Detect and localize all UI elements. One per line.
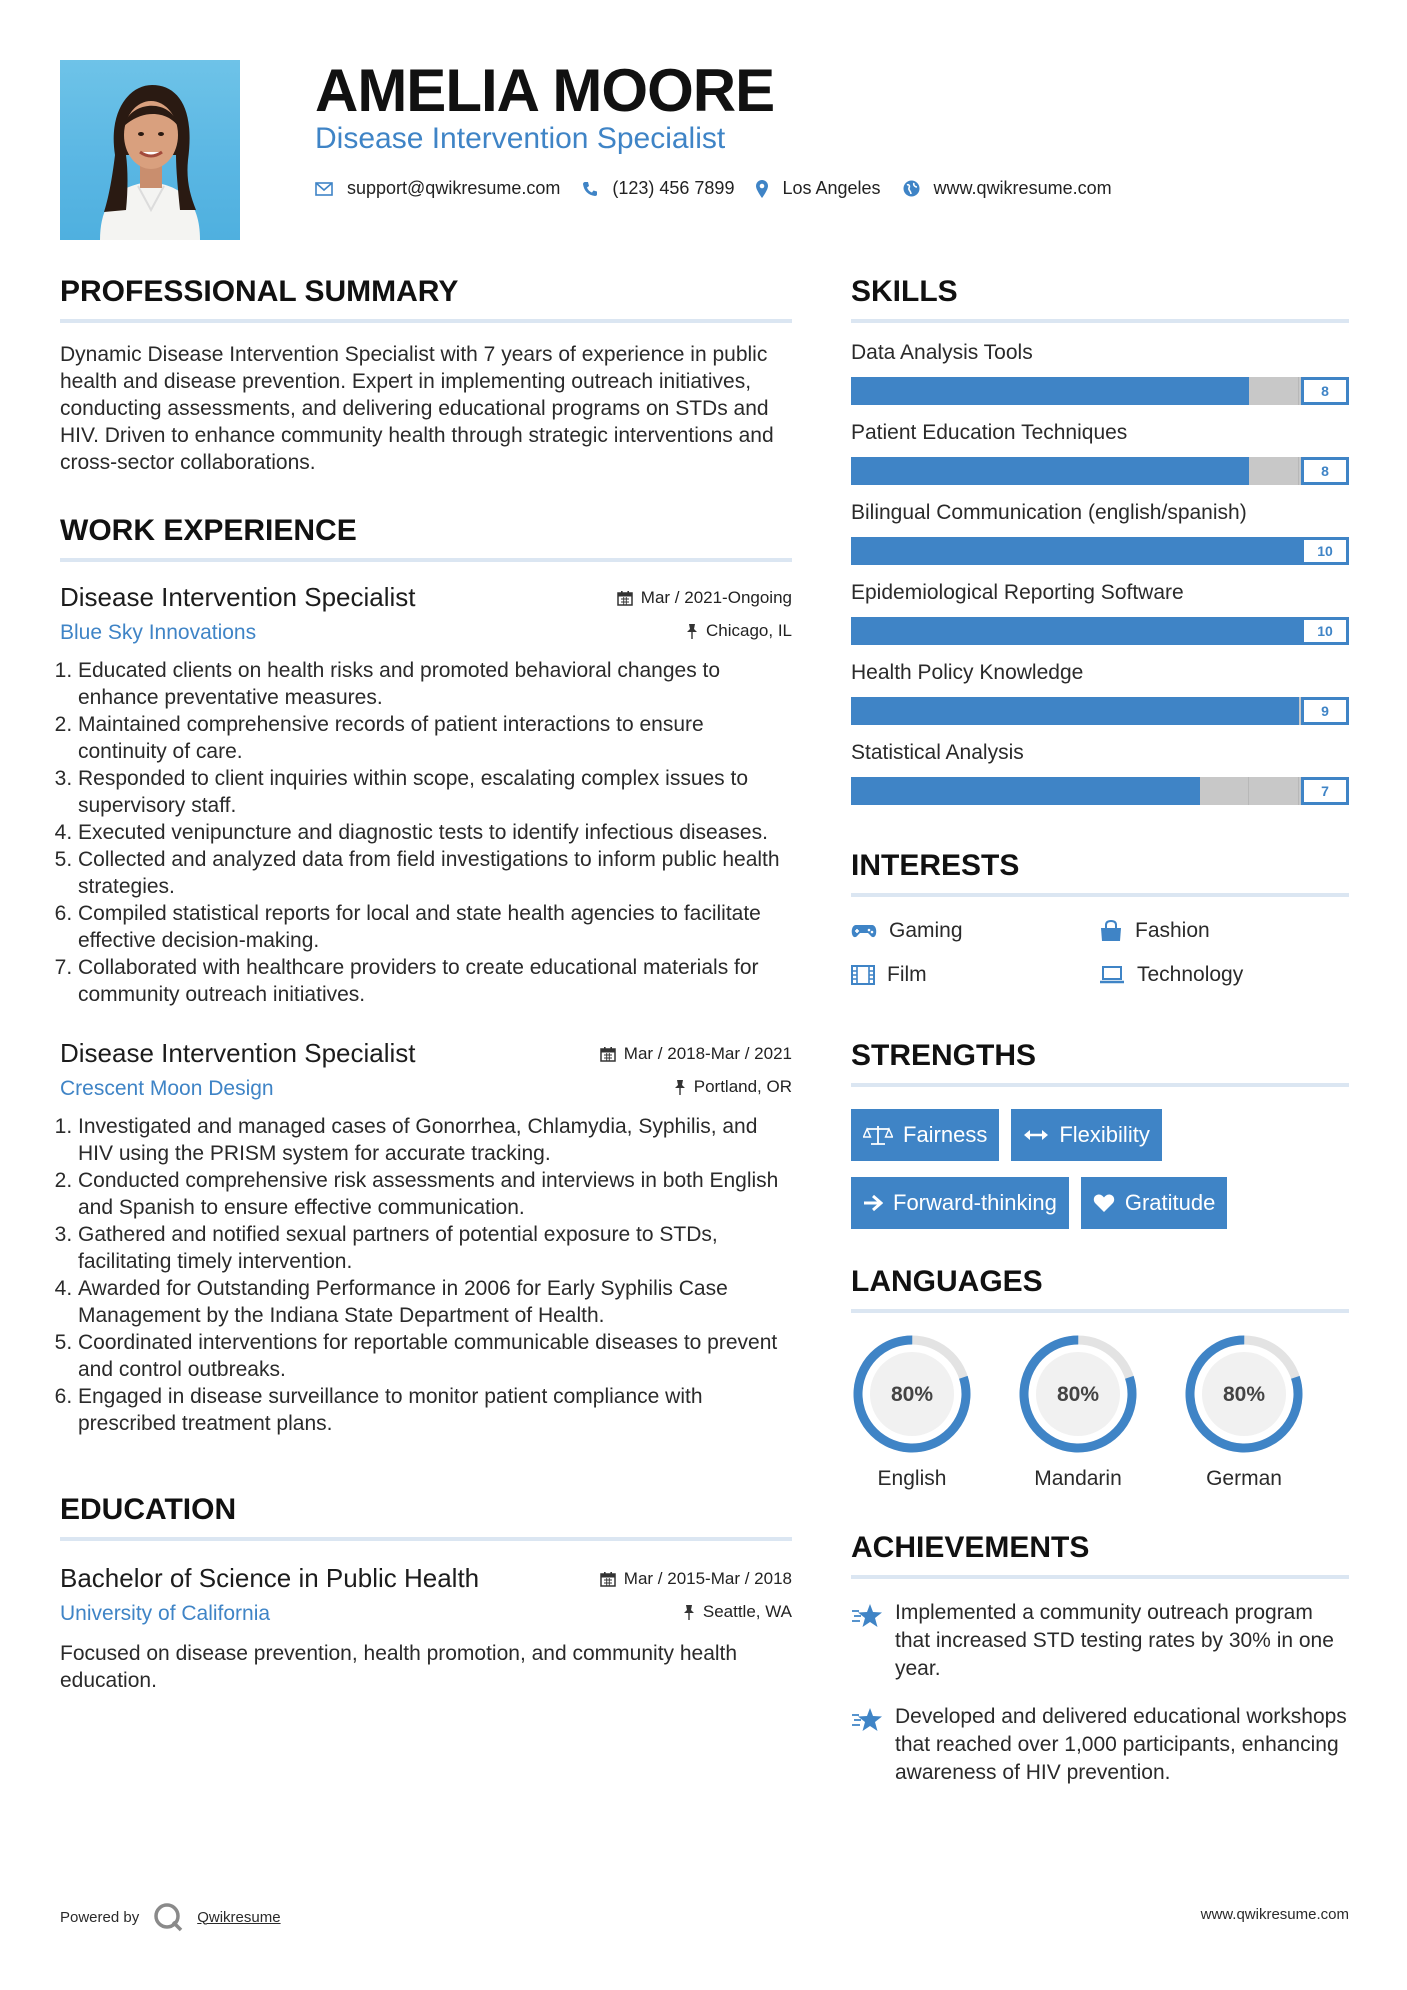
language-percent: 80% [1222, 1383, 1266, 1406]
degree-title: Bachelor of Science in Public Health [60, 1563, 480, 1593]
skill-bar-segment [851, 537, 901, 565]
shopping-bag-icon [1099, 920, 1123, 942]
powered-by-text: Powered by [60, 1908, 140, 1926]
skill-bar-segment [1249, 617, 1299, 645]
job-date [617, 588, 792, 608]
strength-tag [1011, 1109, 1161, 1161]
list-item: 1. Educated clients on health risks and promoted behavioral changes to enhance preventative measures. [78, 657, 792, 711]
interests-grid [851, 919, 1349, 987]
strength-label: Forward-thinking [893, 1190, 1057, 1215]
job-title: Disease Intervention Specialist [60, 582, 416, 612]
skill-bar-segment [1249, 457, 1299, 485]
footer-site[interactable]: www.qwikresume.com [1200, 1906, 1349, 1923]
language-percent: 80% [890, 1383, 934, 1406]
skill-bar-segment [1150, 377, 1200, 405]
list-item: 2. Conducted comprehensive risk assessments and interviews in both English and Spanish to ensure effective communication. [78, 1167, 792, 1221]
education-location [683, 1602, 792, 1622]
right-column [851, 275, 1349, 1787]
skill-bar-segment [1249, 777, 1299, 805]
skill-bar-segment [851, 457, 901, 485]
skill-bar-segment [901, 777, 951, 805]
skill-bar-segment [1150, 457, 1200, 485]
skill-level-bar [851, 697, 1349, 725]
skill-bar-segment [901, 377, 951, 405]
job-title: Disease Intervention Specialist [60, 1038, 416, 1068]
achievement-item [851, 1599, 1349, 1683]
skill-bar-segment [1000, 697, 1050, 725]
language-ring [1183, 1333, 1305, 1455]
skill-bar-segment [1050, 457, 1100, 485]
portrait-image [60, 60, 240, 240]
skill-name: Bilingual Communication (english/spanish) [851, 501, 1247, 524]
skill-bar-segment [1050, 377, 1100, 405]
language-ring [851, 1333, 973, 1455]
email-text: support@qwikresume.com [347, 178, 561, 198]
strength-tag [1081, 1177, 1228, 1229]
skill-bar-segment [901, 457, 951, 485]
strengths-tags [851, 1109, 1349, 1245]
summary-text: Dynamic Disease Intervention Specialist with 7 years of experience in public health and disease prevention. Expert in implementing outreach initiatives, conducting assessments, and delivering educational programs on STDs and HIV. Driven to enhance community health through strategic interventions and cross-sector collaborations. [60, 343, 774, 474]
skill-bar-segment [1249, 697, 1299, 725]
skill-bar-segment [1200, 457, 1250, 485]
experience-heading: WORK EXPERIENCE [60, 514, 792, 562]
skill-bar-segment [1150, 537, 1200, 565]
strength-tag [851, 1109, 999, 1161]
skill-level-badge: 7 [1301, 777, 1349, 805]
candidate-name: AMELIA MOORE [315, 57, 775, 124]
skill-bar-segment [1249, 537, 1299, 565]
language-item [851, 1333, 1017, 1491]
list-item: 7. Collaborated with healthcare providers to create educational materials for community outreach initiatives. [78, 954, 792, 1008]
contact-bar [315, 178, 1134, 199]
job-date-text: Mar / 2021-Ongoing [640, 588, 792, 607]
skill-bar-segment [1000, 777, 1050, 805]
left-column [60, 275, 792, 1694]
skill-level-bar [851, 537, 1349, 565]
strengths-heading: STRENGTHS [851, 1039, 1349, 1087]
skill-bar-segment [1150, 697, 1200, 725]
skill-bar-segment [1000, 537, 1050, 565]
interest-item [851, 963, 1099, 987]
skill-name: Patient Education Techniques [851, 421, 1128, 444]
skill-bar-segment [1100, 537, 1150, 565]
skill-item [851, 581, 1349, 645]
skill-bar-segment [1150, 617, 1200, 645]
skill-level-badge: 10 [1301, 537, 1349, 565]
language-ring [1017, 1333, 1139, 1455]
profile-photo [60, 60, 240, 240]
skill-bar-segment [1249, 377, 1299, 405]
skill-bar-segment [951, 537, 1001, 565]
list-item: 4. Awarded for Outstanding Performance in 2006 for Early Syphilis Case Management by the Indiana State Department of Health. [78, 1275, 792, 1329]
interest-label: Film [887, 963, 927, 986]
education-location-text: Seattle, WA [702, 1602, 792, 1621]
contact-website[interactable] [903, 178, 1112, 199]
job-entry-2 [60, 1038, 792, 1437]
contact-email[interactable] [315, 178, 560, 199]
skill-level-badge: 9 [1301, 697, 1349, 725]
skill-bar-segment [951, 377, 1001, 405]
skill-bar-segment [901, 537, 951, 565]
strength-label: Fairness [903, 1122, 988, 1147]
education-description: Focused on disease prevention, health promotion, and community health education. [60, 1642, 738, 1692]
achievements-heading: ACHIEVEMENTS [851, 1531, 1349, 1579]
skill-bar-segment [1100, 617, 1150, 645]
skill-bar-segment [951, 777, 1001, 805]
company-name: Crescent Moon Design [60, 1077, 274, 1100]
skill-item [851, 341, 1349, 405]
skill-bar-segment [1100, 777, 1150, 805]
interests-heading: INTERESTS [851, 849, 1349, 897]
skill-item [851, 741, 1349, 805]
skill-name: Data Analysis Tools [851, 341, 1033, 364]
job-date [600, 1044, 792, 1064]
skill-bar-segment [1200, 537, 1250, 565]
arrow-right-icon [863, 1194, 883, 1212]
skill-item [851, 661, 1349, 725]
skill-bar-segment [951, 697, 1001, 725]
skill-bar-segment [1200, 697, 1250, 725]
location-text: Los Angeles [782, 178, 881, 198]
skill-bar-segment [851, 617, 901, 645]
skill-bar-segment [951, 617, 1001, 645]
company-name: Blue Sky Innovations [60, 621, 257, 644]
list-item: 6. Engaged in disease surveillance to monitor patient compliance with prescribed treatment plans. [78, 1383, 792, 1437]
job-location-text: Portland, OR [693, 1077, 792, 1096]
languages-heading: LANGUAGES [851, 1265, 1349, 1313]
job-bullets [60, 657, 792, 1008]
heart-icon [1093, 1193, 1115, 1213]
language-item [1183, 1333, 1349, 1491]
pushpin-icon [674, 1079, 686, 1095]
strength-label: Gratitude [1124, 1190, 1216, 1215]
list-item: 1. Investigated and managed cases of Gonorrhea, Chlamydia, Syphilis, and HIV using the PRISM system for accurate tracking. [78, 1113, 792, 1167]
film-icon [851, 965, 875, 985]
language-name: German [1206, 1467, 1282, 1490]
footer-brand-link[interactable]: Qwikresume [197, 1908, 281, 1926]
calendar-icon [600, 1571, 616, 1587]
skill-level-bar [851, 617, 1349, 645]
skill-bar-segment [1050, 777, 1100, 805]
interest-label: Fashion [1135, 919, 1210, 942]
qwikresume-logo-icon [153, 1902, 183, 1932]
job-date-text: Mar / 2018-Mar / 2021 [623, 1044, 792, 1063]
interest-item [1099, 919, 1347, 943]
interest-label: Technology [1137, 963, 1244, 986]
skills-list [851, 341, 1349, 805]
balance-scale-icon [863, 1124, 893, 1146]
skills-heading: SKILLS [851, 275, 1349, 323]
strength-label: Flexibility [1059, 1122, 1150, 1147]
skill-bar-segment [1050, 697, 1100, 725]
language-name: English [877, 1467, 947, 1490]
candidate-title: Disease Intervention Specialist [315, 122, 726, 155]
interest-item [1099, 963, 1347, 987]
skill-name: Health Policy Knowledge [851, 661, 1084, 684]
list-item: 3. Responded to client inquiries within scope, escalating complex issues to supervisory staff. [78, 765, 792, 819]
summary-heading: PROFESSIONAL SUMMARY [60, 275, 792, 323]
skill-bar-segment [1200, 617, 1250, 645]
skill-level-badge: 8 [1301, 457, 1349, 485]
achievement-text: Implemented a community outreach program that increased STD testing rates by 30% in one year. [895, 1601, 1334, 1680]
skill-bar-segment [1100, 457, 1150, 485]
job-location [674, 1077, 792, 1097]
education-entry [60, 1563, 792, 1694]
envelope-icon [315, 182, 333, 196]
achievement-item [851, 1703, 1349, 1787]
skill-bar-segment [1050, 537, 1100, 565]
skill-level-badge: 8 [1301, 377, 1349, 405]
gamepad-icon [851, 923, 877, 939]
phone-icon [582, 181, 598, 197]
skill-bar-segment [851, 377, 901, 405]
list-item: 2. Maintained comprehensive records of patient interactions to ensure continuity of care. [78, 711, 792, 765]
laptop-icon [1099, 966, 1125, 984]
interest-item [851, 919, 1099, 943]
skill-bar-segment [1000, 617, 1050, 645]
list-item: 5. Collected and analyzed data from field investigations to inform public health strategies. [78, 846, 792, 900]
list-item: 5. Coordinated interventions for reportable communicable diseases to prevent and control outbreaks. [78, 1329, 792, 1383]
language-percent: 80% [1056, 1383, 1100, 1406]
skill-bar-segment [951, 457, 1001, 485]
skill-level-bar [851, 377, 1349, 405]
education-date-text: Mar / 2015-Mar / 2018 [623, 1569, 792, 1588]
skill-name: Statistical Analysis [851, 741, 1024, 764]
skill-bar-segment [1100, 697, 1150, 725]
pushpin-icon [683, 1604, 695, 1620]
star-icon [851, 1603, 883, 1629]
contact-phone[interactable] [582, 178, 734, 199]
skill-level-bar [851, 457, 1349, 485]
strength-tag [851, 1177, 1069, 1229]
school-name: University of California [60, 1602, 271, 1625]
contact-location [756, 178, 880, 199]
calendar-icon [600, 1046, 616, 1062]
skill-name: Epidemiological Reporting Software [851, 581, 1184, 604]
list-item: 4. Executed venipuncture and diagnostic tests to identify infectious diseases. [78, 819, 792, 846]
job-location-text: Chicago, IL [706, 621, 792, 640]
skill-bar-segment [1100, 377, 1150, 405]
arrows-horizontal-icon [1023, 1128, 1049, 1142]
skill-level-badge: 10 [1301, 617, 1349, 645]
skill-bar-segment [1000, 457, 1050, 485]
language-item [1017, 1333, 1183, 1491]
phone-text: (123) 456 7899 [612, 178, 735, 198]
skill-level-bar [851, 777, 1349, 805]
interest-label: Gaming [889, 919, 963, 942]
job-bullets [60, 1113, 792, 1437]
skill-bar-segment [1000, 377, 1050, 405]
star-icon [851, 1707, 883, 1733]
skill-bar-segment [851, 777, 901, 805]
achievement-text: Developed and delivered educational workshops that reached over 1,000 participants, enhancing awareness of HIV prevention. [895, 1705, 1347, 1784]
education-heading: EDUCATION [60, 1493, 792, 1541]
skill-bar-segment [1200, 777, 1250, 805]
website-text: www.qwikresume.com [933, 178, 1112, 198]
education-date [600, 1569, 792, 1589]
skill-bar-segment [1050, 617, 1100, 645]
skill-bar-segment [851, 697, 901, 725]
languages-list [851, 1333, 1349, 1491]
skill-item [851, 501, 1349, 565]
map-marker-icon [756, 180, 768, 198]
skill-bar-segment [901, 697, 951, 725]
skill-bar-segment [901, 617, 951, 645]
job-location [686, 621, 792, 641]
footer-powered-by [60, 1902, 281, 1932]
language-name: Mandarin [1034, 1467, 1122, 1490]
skill-bar-segment [1200, 377, 1250, 405]
globe-icon [903, 180, 920, 197]
list-item: 3. Gathered and notified sexual partners of potential exposure to STDs, facilitating timely intervention. [78, 1221, 792, 1275]
list-item: 6. Compiled statistical reports for local and state health agencies to facilitate effective decision-making. [78, 900, 792, 954]
skill-item [851, 421, 1349, 485]
job-entry-1 [60, 582, 792, 1008]
calendar-icon [617, 590, 633, 606]
pushpin-icon [686, 623, 698, 639]
skill-bar-segment [1150, 777, 1200, 805]
